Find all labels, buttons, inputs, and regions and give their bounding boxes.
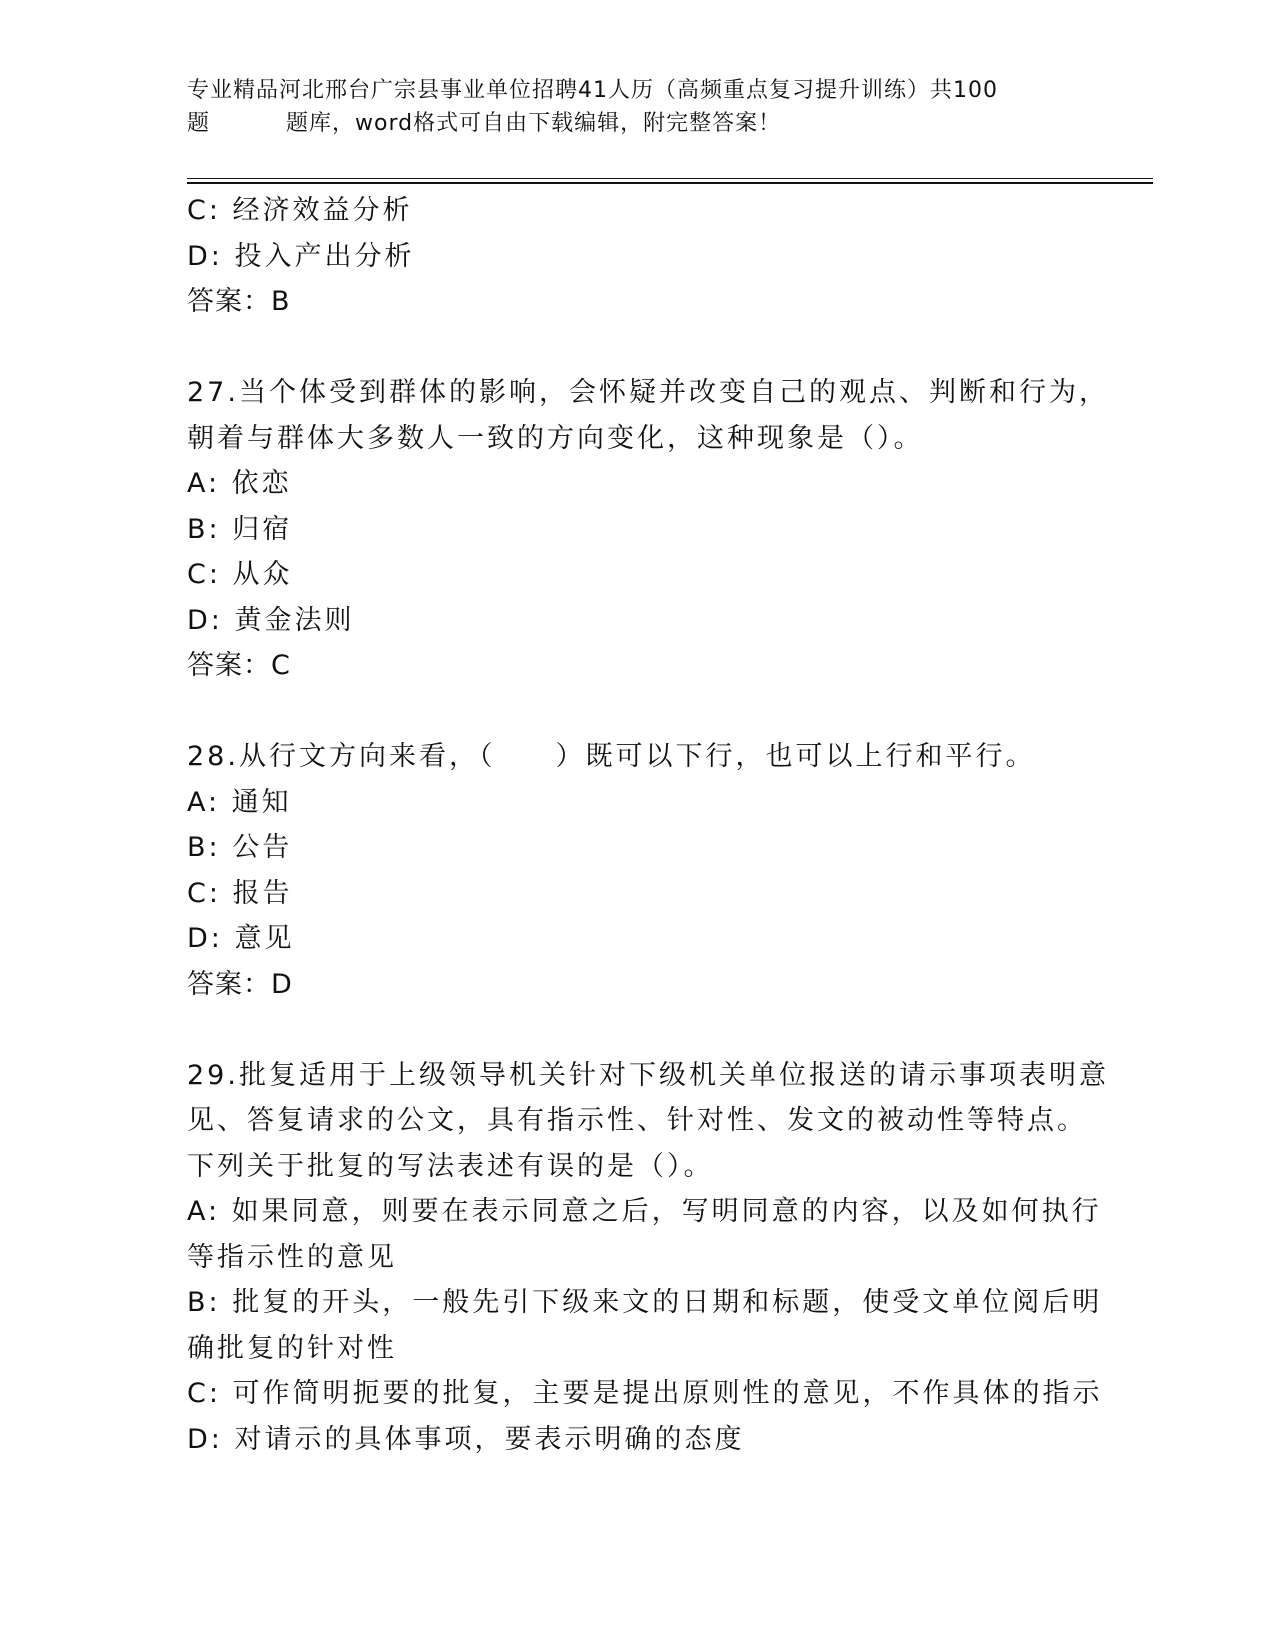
q27-stem-line1: 27.当个体受到群体的影响，会怀疑并改变自己的观点、判断和行为， bbox=[187, 377, 1109, 408]
header-title-line1: 专业精品河北邢台广宗县事业单位招聘41人历（高频重点复习提升训练）共100 bbox=[187, 78, 998, 103]
q29-option-d: D: 对请示的具体事项，要表示明确的态度 bbox=[187, 1423, 745, 1455]
q28-option-b: B: 公告 bbox=[187, 832, 293, 863]
header-divider-thick bbox=[187, 182, 1153, 184]
q29-option-a-line2: 等指示性的意见 bbox=[187, 1241, 397, 1273]
header-title-line2-right: 题库，word格式可自由下载编辑，附完整答案！ bbox=[286, 111, 782, 136]
q28-option-c: C: 报告 bbox=[187, 877, 293, 909]
q26-option-d: D: 投入产出分析 bbox=[187, 240, 415, 272]
header-title-line2 bbox=[187, 107, 1067, 140]
question-26-tail bbox=[187, 188, 1087, 325]
spacer bbox=[187, 325, 1087, 371]
question-28 bbox=[187, 734, 1087, 1007]
q27-option-b: B: 归宿 bbox=[187, 513, 293, 545]
q27-stem-line2: 朝着与群体大多数人一致的方向变化，这种现象是（）。 bbox=[187, 422, 924, 454]
q29-stem-line1: 29.批复适用于上级领导机关针对下级机关单位报送的请示事项表明意 bbox=[187, 1059, 1109, 1091]
q28-option-d: D: 意见 bbox=[187, 923, 295, 954]
q29-stem-line3: 下列关于批复的写法表述有误的是（）。 bbox=[187, 1150, 714, 1182]
q28-stem-line1: 28.从行文方向来看，（ ）既可以下行，也可以上行和平行。 bbox=[187, 741, 1036, 772]
q27-option-c: C: 从众 bbox=[187, 559, 293, 590]
question-29 bbox=[187, 1053, 1109, 1463]
header-title-line2-left: 题 bbox=[187, 111, 211, 136]
question-content bbox=[187, 188, 1109, 1462]
q27-option-a: A: 依恋 bbox=[187, 468, 292, 499]
q29-option-c: C: 可作简明扼要的批复，主要是提出原则性的意见，不作具体的指示 bbox=[187, 1378, 1103, 1409]
q26-answer: 答案：B bbox=[187, 286, 291, 317]
q29-option-b-line1: B: 批复的开头，一般先引下级来文的日期和标题，使受文单位阅后明 bbox=[187, 1287, 1103, 1318]
spacer bbox=[187, 689, 1087, 735]
page-header bbox=[187, 74, 1067, 140]
q26-option-c: C: 经济效益分析 bbox=[187, 195, 413, 226]
header-divider-thin bbox=[187, 178, 1153, 179]
q28-option-a: A: 通知 bbox=[187, 786, 292, 818]
question-27 bbox=[187, 370, 1109, 689]
q28-answer: 答案：D bbox=[187, 968, 293, 1000]
q27-option-d: D: 黄金法则 bbox=[187, 604, 355, 636]
spacer bbox=[187, 1007, 1087, 1053]
q27-answer: 答案：C bbox=[187, 650, 291, 681]
q29-stem-line2: 见、答复请求的公文，具有指示性、针对性、发文的被动性等特点。 bbox=[187, 1105, 1087, 1136]
q29-option-a-line1: A: 如果同意，则要在表示同意之后，写明同意的内容，以及如何执行 bbox=[187, 1196, 1102, 1227]
q29-option-b-line2: 确批复的针对性 bbox=[187, 1332, 397, 1364]
